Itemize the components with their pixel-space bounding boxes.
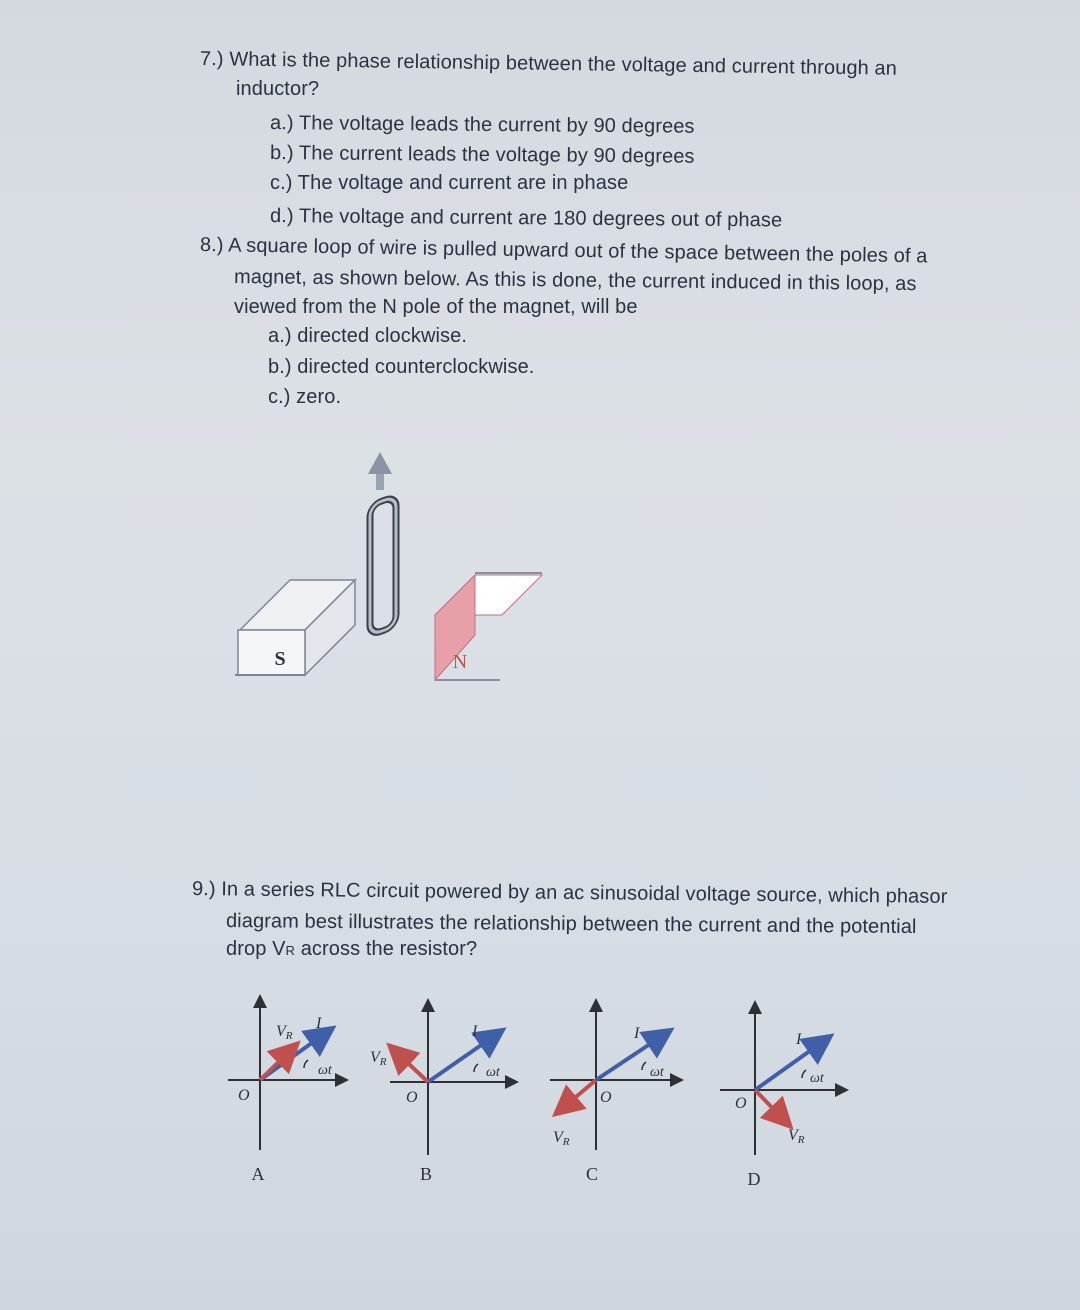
upward-arrow-icon	[368, 452, 392, 490]
q9-text-line1: 9.) In a series RLC circuit powered by an ac sinusoidal voltage source, which phasor	[191, 878, 948, 908]
q7-option-b: b.) The current leads the voltage by 90 degrees	[269, 142, 695, 168]
diagram-a-vr-label: VR	[276, 1023, 293, 1042]
q9-text-line3	[226, 938, 477, 961]
wire-loop	[370, 496, 396, 635]
n-pole-label: N	[452, 651, 468, 673]
q8-text-line2: magnet, as shown below. As this is done, the current induced in this loop, as	[233, 266, 917, 296]
q9-line3-pre: drop V	[226, 938, 286, 960]
diagram-a-letter: A	[251, 1164, 265, 1184]
phasor-diagrams	[220, 990, 860, 1200]
q9-line3-post: across the resistor?	[295, 938, 478, 960]
diagram-c-angle-label: ωt	[650, 1065, 664, 1080]
north-pole-block	[435, 573, 542, 680]
q7-option-c: c.) The voltage and current are in phase	[270, 172, 629, 194]
q8-option-b: b.) directed counterclockwise.	[268, 356, 535, 378]
phasor-diagram-c	[550, 1002, 680, 1184]
phasor-diagram-a	[228, 998, 345, 1184]
diagram-a-i-label: I	[316, 1015, 322, 1032]
diagram-a-angle-label: ωt	[318, 1063, 332, 1078]
s-pole-label: S	[274, 648, 286, 670]
diagram-b-letter: B	[419, 1164, 433, 1184]
q9-line3-sub: R	[285, 943, 296, 958]
q7-text-line2: inductor?	[236, 78, 320, 100]
diagram-c-i-label: I	[634, 1025, 640, 1042]
diagram-d-angle-label: ωt	[810, 1071, 824, 1086]
diagram-b-origin-label: O	[406, 1089, 418, 1106]
diagram-a-origin-label: O	[238, 1087, 250, 1104]
diagram-d-origin-label: O	[735, 1095, 747, 1112]
q8-text-line1: 8.) A square loop of wire is pulled upward out of the space between the poles of a	[199, 234, 928, 268]
phasor-diagram-b	[370, 1002, 515, 1184]
diagram-b-angle-label: ωt	[486, 1065, 500, 1080]
q7-text-line1: 7.) What is the phase relationship between the voltage and current through an	[199, 48, 898, 80]
q8-option-c: c.) zero.	[268, 386, 342, 408]
south-pole-block	[235, 580, 355, 675]
diagram-d-vr-label: VR	[788, 1127, 805, 1146]
diagram-d-letter: D	[747, 1169, 761, 1189]
phasor-diagram-d	[720, 1004, 845, 1189]
diagram-b-i-label: I	[472, 1023, 478, 1040]
q9-text-line2: diagram best illustrates the relationship between the current and the potential	[225, 910, 917, 939]
q8-option-a: a.) directed clockwise.	[268, 325, 468, 347]
diagram-c-letter: C	[585, 1164, 599, 1184]
diagram-c-vr-label: VR	[553, 1129, 570, 1148]
diagram-b-vr-label: VR	[370, 1049, 387, 1068]
q7-option-a: a.) The voltage leads the current by 90 degrees	[269, 112, 695, 138]
q8-text-line3: viewed from the N pole of the magnet, will be	[234, 296, 638, 318]
magnet-loop-figure	[220, 440, 560, 700]
q7-option-d: d.) The voltage and current are 180 degrees out of phase	[269, 205, 783, 232]
diagram-c-origin-label: O	[600, 1089, 612, 1106]
diagram-d-i-label: I	[796, 1031, 802, 1048]
